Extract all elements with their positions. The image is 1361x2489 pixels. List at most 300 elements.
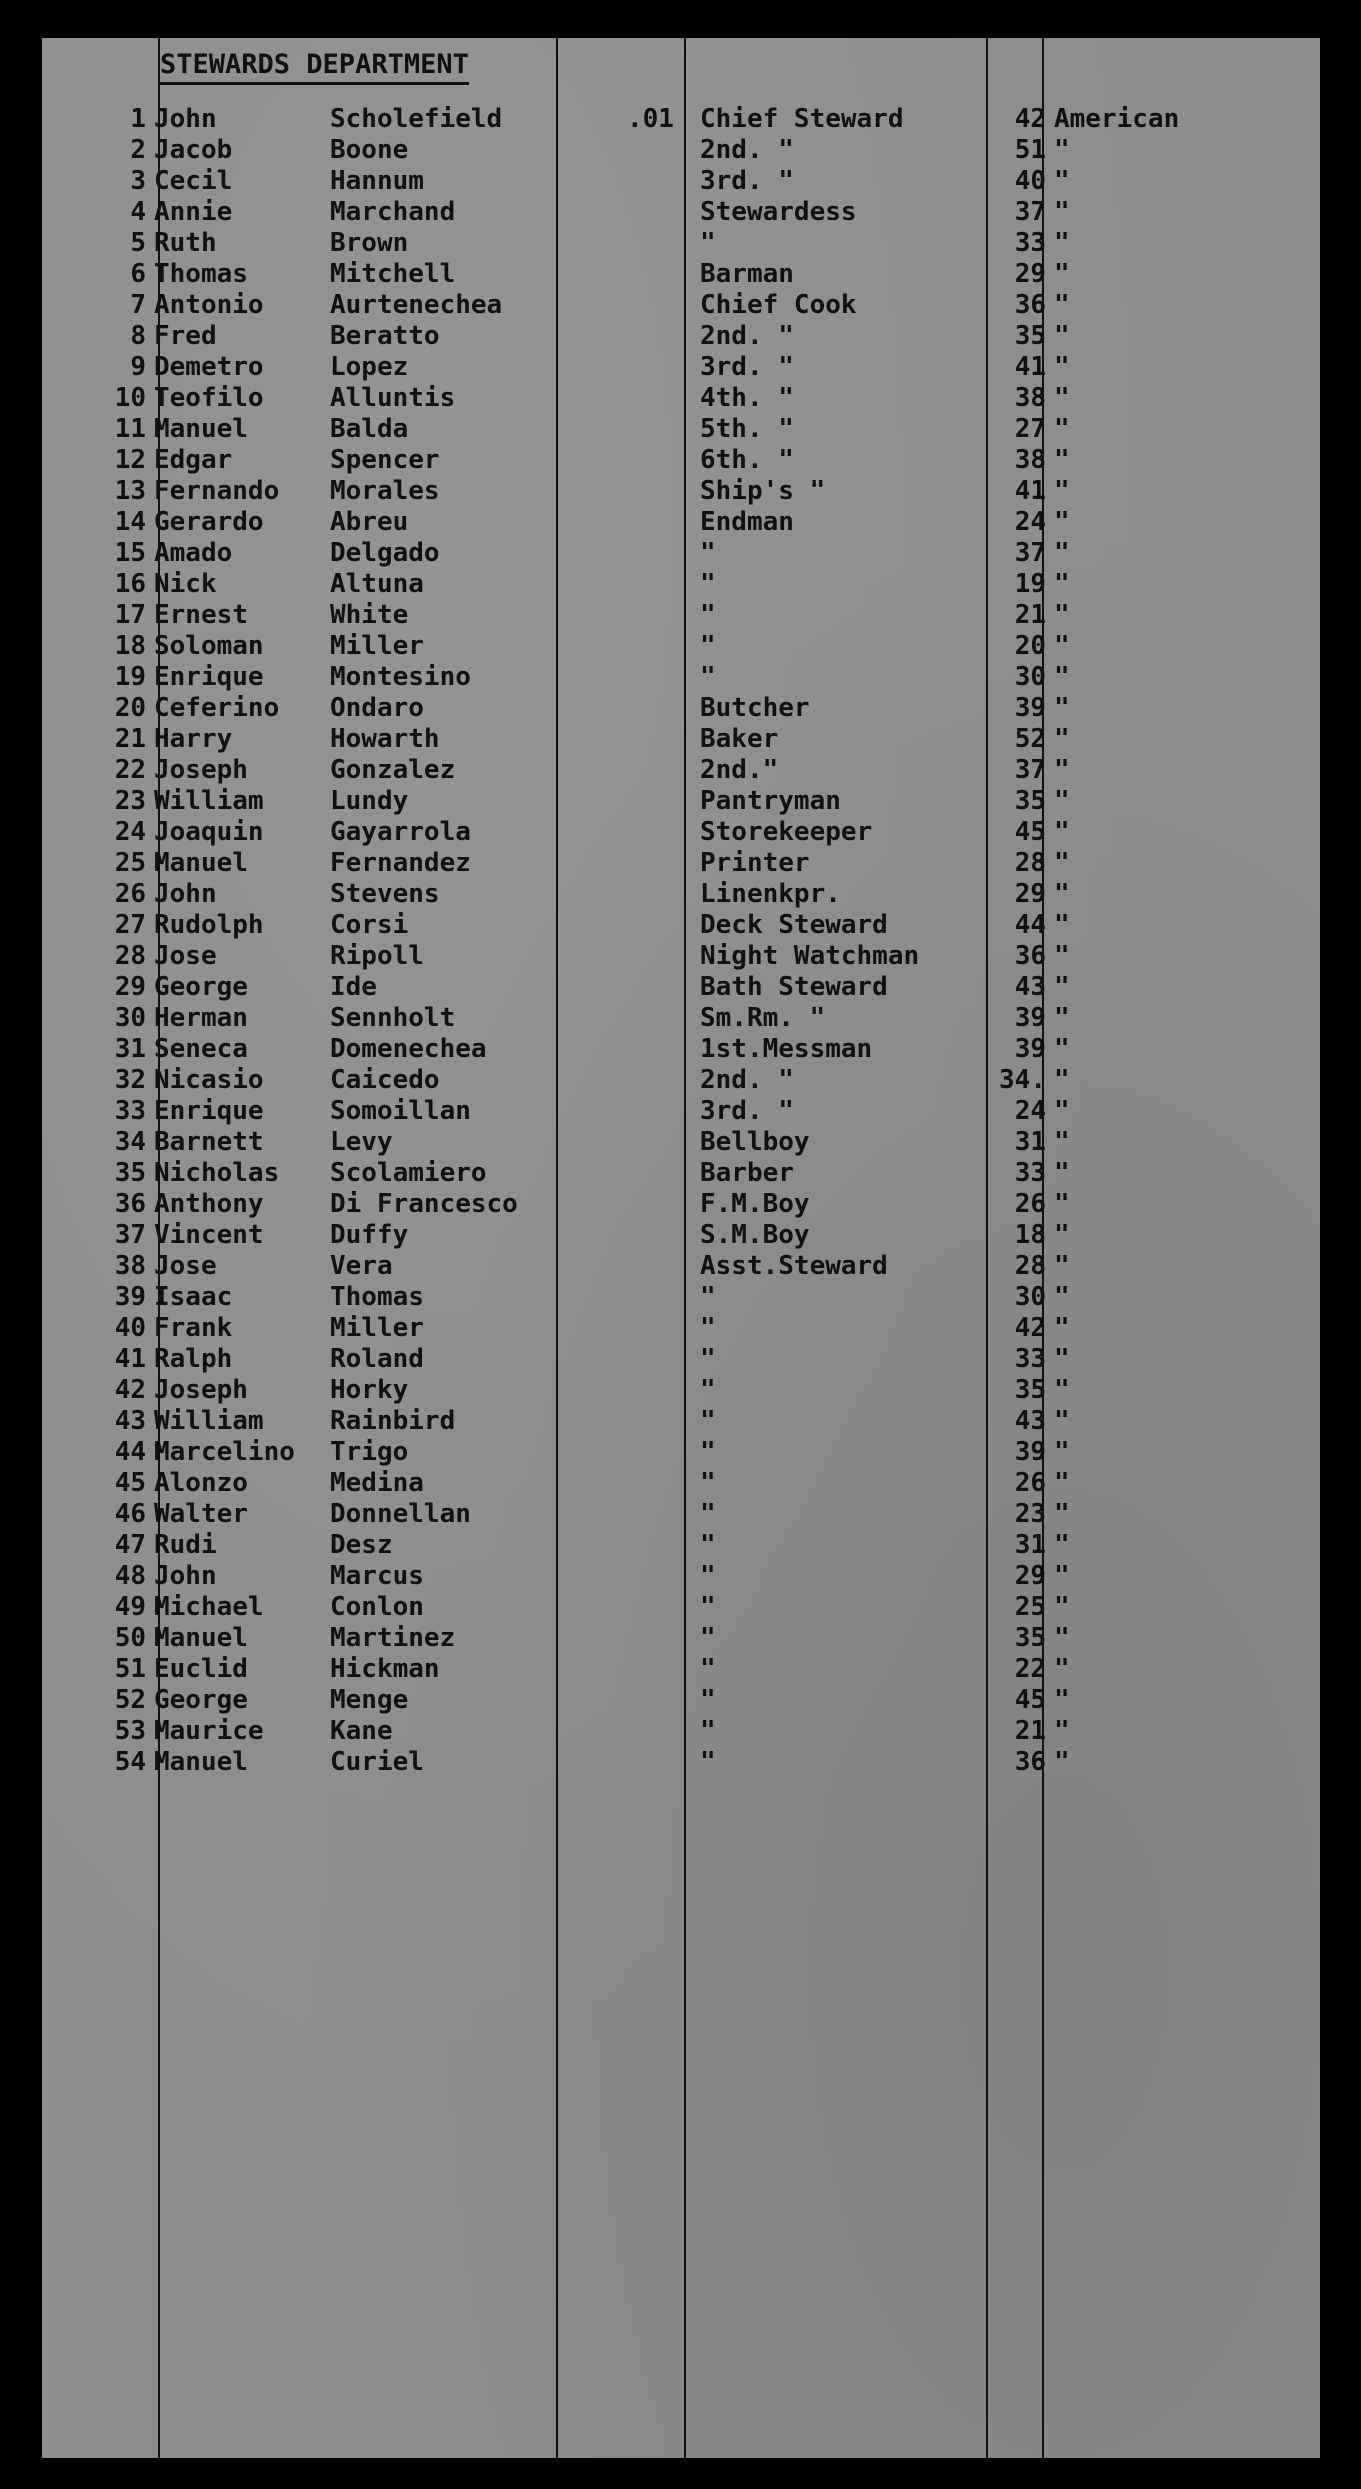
first-name: Harry — [154, 724, 233, 754]
age: 38 — [1014, 383, 1046, 413]
age: 24 — [1014, 507, 1046, 537]
nationality: " — [1054, 414, 1070, 444]
last-name: Beratto — [330, 321, 440, 351]
age: 41 — [1014, 476, 1046, 506]
position: " — [700, 1716, 716, 1746]
last-name: Hannum — [330, 166, 424, 196]
first-name: Manuel — [154, 848, 248, 878]
entry-number: 50 — [114, 1623, 146, 1653]
entry-number: 36 — [114, 1189, 146, 1219]
last-name: Gayarrola — [330, 817, 471, 847]
last-name: Ripoll — [330, 941, 424, 971]
first-name: Nick — [154, 569, 217, 599]
position: Butcher — [700, 693, 810, 723]
position: " — [700, 1747, 716, 1777]
nationality: " — [1054, 817, 1070, 847]
position: Bellboy — [700, 1127, 810, 1157]
age: 35 — [1014, 786, 1046, 816]
last-name: Sennholt — [330, 1003, 456, 1033]
position: 1st.Messman — [700, 1034, 873, 1064]
department-heading: STEWARDS DEPARTMENT — [160, 48, 469, 85]
age: 33 — [1014, 1344, 1046, 1374]
last-name: Morales — [330, 476, 440, 506]
first-name: Rudi — [154, 1530, 217, 1560]
last-name: Montesino — [330, 662, 471, 692]
last-name: Mitchell — [330, 259, 456, 289]
nationality: " — [1054, 1747, 1070, 1777]
entry-number: 43 — [114, 1406, 146, 1436]
position: Baker — [700, 724, 779, 754]
last-name: Menge — [330, 1685, 409, 1715]
first-name: Enrique — [154, 1096, 264, 1126]
last-name: Medina — [330, 1468, 424, 1498]
manifest-sheet — [42, 38, 1320, 2458]
crew-row — [42, 1592, 1320, 1623]
age: 18 — [1014, 1220, 1046, 1250]
last-name: Miller — [330, 1313, 424, 1343]
last-name: Caicedo — [330, 1065, 440, 1095]
first-name: Fernando — [154, 476, 280, 506]
nationality: " — [1054, 1003, 1070, 1033]
first-name: Alonzo — [154, 1468, 248, 1498]
crew-row — [42, 1747, 1320, 1778]
entry-number: 52 — [114, 1685, 146, 1715]
age: 39 — [1014, 1034, 1046, 1064]
nationality: " — [1054, 1499, 1070, 1529]
last-name: Hickman — [330, 1654, 440, 1684]
position: Ship's " — [700, 476, 826, 506]
age: 36 — [1014, 1747, 1046, 1777]
entry-number: 35 — [114, 1158, 146, 1188]
nationality: " — [1054, 1282, 1070, 1312]
age: 37 — [1014, 538, 1046, 568]
nationality: " — [1054, 1716, 1070, 1746]
position: 3rd. " — [700, 352, 794, 382]
nationality: " — [1054, 569, 1070, 599]
crew-row — [42, 569, 1320, 600]
age: 33 — [1014, 1158, 1046, 1188]
position: " — [700, 1282, 716, 1312]
last-name: Balda — [330, 414, 409, 444]
entry-number: 31 — [114, 1034, 146, 1064]
entry-number: 47 — [114, 1530, 146, 1560]
entry-number: 44 — [114, 1437, 146, 1467]
entry-number: 28 — [114, 941, 146, 971]
first-name: Ernest — [154, 600, 248, 630]
age: 51 — [1014, 135, 1046, 165]
nationality: " — [1054, 135, 1070, 165]
age: 33 — [1014, 228, 1046, 258]
position: Night Watchman — [700, 941, 920, 971]
age: 19 — [1014, 569, 1046, 599]
last-name: Horky — [330, 1375, 409, 1405]
nationality: " — [1054, 1530, 1070, 1560]
last-name: Scholefield — [330, 104, 503, 134]
nationality: " — [1054, 1592, 1070, 1622]
last-name: Gonzalez — [330, 755, 456, 785]
entry-number: 19 — [114, 662, 146, 692]
last-name: Boone — [330, 135, 409, 165]
age: 30 — [1014, 1282, 1046, 1312]
position: " — [700, 600, 716, 630]
nationality: " — [1054, 662, 1070, 692]
position: " — [700, 1344, 716, 1374]
crew-row — [42, 1313, 1320, 1344]
first-name: Rudolph — [154, 910, 264, 940]
entry-number: 7 — [130, 290, 146, 320]
first-name: George — [154, 1685, 248, 1715]
first-name: Euclid — [154, 1654, 248, 1684]
nationality: American — [1054, 104, 1180, 134]
first-name: John — [154, 1561, 217, 1591]
crew-row — [42, 1282, 1320, 1313]
crew-row — [42, 1220, 1320, 1251]
last-name: Stevens — [330, 879, 440, 909]
first-name: Frank — [154, 1313, 233, 1343]
age: 24 — [1014, 1096, 1046, 1126]
age: 21 — [1014, 600, 1046, 630]
first-name: Isaac — [154, 1282, 233, 1312]
age: 43 — [1014, 1406, 1046, 1436]
position: Chief Cook — [700, 290, 857, 320]
position: 2nd. " — [700, 321, 794, 351]
last-name: Trigo — [330, 1437, 409, 1467]
position: " — [700, 1561, 716, 1591]
entry-number: 27 — [114, 910, 146, 940]
nationality: " — [1054, 383, 1070, 413]
age: 38 — [1014, 445, 1046, 475]
last-name: Corsi — [330, 910, 409, 940]
entry-number: 21 — [114, 724, 146, 754]
last-name: Brown — [330, 228, 409, 258]
first-name: Joseph — [154, 755, 248, 785]
age: 44 — [1014, 910, 1046, 940]
entry-number: 42 — [114, 1375, 146, 1405]
position: 6th. " — [700, 445, 794, 475]
entry-number: 29 — [114, 972, 146, 1002]
first-name: John — [154, 104, 217, 134]
age: 30 — [1014, 662, 1046, 692]
age: 40 — [1014, 166, 1046, 196]
first-name: Demetro — [154, 352, 264, 382]
position: Sm.Rm. " — [700, 1003, 826, 1033]
nationality: " — [1054, 321, 1070, 351]
age: 39 — [1014, 693, 1046, 723]
nationality: " — [1054, 1468, 1070, 1498]
entry-number: 2 — [130, 135, 146, 165]
entry-number: 3 — [130, 166, 146, 196]
crew-row — [42, 135, 1320, 166]
first-name: Gerardo — [154, 507, 264, 537]
nationality: " — [1054, 197, 1070, 227]
crew-row — [42, 197, 1320, 228]
nationality: " — [1054, 476, 1070, 506]
crew-row — [42, 972, 1320, 1003]
nationality: " — [1054, 1034, 1070, 1064]
crew-row — [42, 1406, 1320, 1437]
position: Linenkpr. — [700, 879, 841, 909]
nationality: " — [1054, 1437, 1070, 1467]
first-name: Enrique — [154, 662, 264, 692]
age: 36 — [1014, 290, 1046, 320]
age: 52 — [1014, 724, 1046, 754]
position: " — [700, 662, 716, 692]
position: " — [700, 1375, 716, 1405]
crew-row — [42, 910, 1320, 941]
crew-row — [42, 755, 1320, 786]
last-name: Lundy — [330, 786, 409, 816]
last-name: Aurtenechea — [330, 290, 503, 320]
crew-row — [42, 1437, 1320, 1468]
position: Chief Steward — [700, 104, 904, 134]
position: Bath Steward — [700, 972, 888, 1002]
age: 37 — [1014, 197, 1046, 227]
first-name: Soloman — [154, 631, 264, 661]
first-name: Manuel — [154, 414, 248, 444]
crew-row — [42, 476, 1320, 507]
entry-number: 8 — [130, 321, 146, 351]
crew-row — [42, 538, 1320, 569]
first-name: Antonio — [154, 290, 264, 320]
last-name: Lopez — [330, 352, 409, 382]
entry-number: 15 — [114, 538, 146, 568]
crew-row — [42, 817, 1320, 848]
nationality: " — [1054, 445, 1070, 475]
nationality: " — [1054, 631, 1070, 661]
nationality: " — [1054, 693, 1070, 723]
entry-number: 20 — [114, 693, 146, 723]
last-name: Delgado — [330, 538, 440, 568]
position: " — [700, 228, 716, 258]
entry-number: 13 — [114, 476, 146, 506]
crew-row — [42, 1344, 1320, 1375]
last-name: Alluntis — [330, 383, 456, 413]
crew-row — [42, 786, 1320, 817]
last-name: Rainbird — [330, 1406, 456, 1436]
position: 2nd. " — [700, 1065, 794, 1095]
position: " — [700, 1468, 716, 1498]
age: 31 — [1014, 1530, 1046, 1560]
age: 35 — [1014, 1375, 1046, 1405]
last-name: Altuna — [330, 569, 424, 599]
last-name: Thomas — [330, 1282, 424, 1312]
position: Storekeeper — [700, 817, 873, 847]
last-name: Somoillan — [330, 1096, 471, 1126]
entry-number: 5 — [130, 228, 146, 258]
crew-row — [42, 1685, 1320, 1716]
crew-row — [42, 1468, 1320, 1499]
entry-number: 12 — [114, 445, 146, 475]
entry-number: 17 — [114, 600, 146, 630]
nationality: " — [1054, 290, 1070, 320]
crew-row — [42, 1654, 1320, 1685]
nationality: " — [1054, 259, 1070, 289]
position: Barber — [700, 1158, 794, 1188]
position: 5th. " — [700, 414, 794, 444]
last-name: Kane — [330, 1716, 393, 1746]
nationality: " — [1054, 352, 1070, 382]
first-name: William — [154, 786, 264, 816]
age: 27 — [1014, 414, 1046, 444]
position: " — [700, 1406, 716, 1436]
entry-number: 54 — [114, 1747, 146, 1777]
crew-row — [42, 1561, 1320, 1592]
crew-row — [42, 1375, 1320, 1406]
nationality: " — [1054, 1561, 1070, 1591]
entry-number: 49 — [114, 1592, 146, 1622]
last-name: Roland — [330, 1344, 424, 1374]
crew-row — [42, 290, 1320, 321]
entry-number: 33 — [114, 1096, 146, 1126]
first-name: Cecil — [154, 166, 233, 196]
nationality: " — [1054, 600, 1070, 630]
first-name: Jose — [154, 941, 217, 971]
entry-number: 51 — [114, 1654, 146, 1684]
first-name: Herman — [154, 1003, 248, 1033]
first-name: Anthony — [154, 1189, 264, 1219]
age: 45 — [1014, 1685, 1046, 1715]
last-name: Levy — [330, 1127, 393, 1157]
age: 29 — [1014, 1561, 1046, 1591]
first-name: Edgar — [154, 445, 233, 475]
age: 26 — [1014, 1189, 1046, 1219]
nationality: " — [1054, 1406, 1070, 1436]
serial-mark: .01 — [627, 104, 674, 134]
nationality: " — [1054, 972, 1070, 1002]
first-name: Nicholas — [154, 1158, 280, 1188]
age: 22 — [1014, 1654, 1046, 1684]
first-name: Seneca — [154, 1034, 248, 1064]
position: 4th. " — [700, 383, 794, 413]
position: Stewardess — [700, 197, 857, 227]
entry-number: 22 — [114, 755, 146, 785]
entry-number: 40 — [114, 1313, 146, 1343]
crew-row — [42, 1189, 1320, 1220]
first-name: Amado — [154, 538, 233, 568]
entry-number: 38 — [114, 1251, 146, 1281]
entry-number: 30 — [114, 1003, 146, 1033]
age: 23 — [1014, 1499, 1046, 1529]
crew-row — [42, 445, 1320, 476]
position: Endman — [700, 507, 794, 537]
first-name: Manuel — [154, 1623, 248, 1653]
entry-number: 10 — [114, 383, 146, 413]
position: " — [700, 1499, 716, 1529]
crew-row — [42, 1158, 1320, 1189]
age: 41 — [1014, 352, 1046, 382]
crew-row — [42, 724, 1320, 755]
nationality: " — [1054, 538, 1070, 568]
first-name: Joseph — [154, 1375, 248, 1405]
entry-number: 32 — [114, 1065, 146, 1095]
crew-row — [42, 1499, 1320, 1530]
age: 37 — [1014, 755, 1046, 785]
age: 31 — [1014, 1127, 1046, 1157]
crew-row — [42, 662, 1320, 693]
entry-number: 1 — [130, 104, 146, 134]
nationality: " — [1054, 1654, 1070, 1684]
crew-row — [42, 1251, 1320, 1282]
position: S.M.Boy — [700, 1220, 810, 1250]
first-name: Jacob — [154, 135, 233, 165]
position: F.M.Boy — [700, 1189, 810, 1219]
age: 35 — [1014, 1623, 1046, 1653]
entry-number: 45 — [114, 1468, 146, 1498]
nationality: " — [1054, 910, 1070, 940]
position: " — [700, 1437, 716, 1467]
first-name: Barnett — [154, 1127, 264, 1157]
age: 42 — [1014, 104, 1046, 134]
age: 35 — [1014, 321, 1046, 351]
last-name: Domenechea — [330, 1034, 487, 1064]
position: " — [700, 1313, 716, 1343]
last-name: Martinez — [330, 1623, 456, 1653]
age: 29 — [1014, 259, 1046, 289]
entry-number: 34 — [114, 1127, 146, 1157]
first-name: Vincent — [154, 1220, 264, 1250]
crew-row — [42, 1034, 1320, 1065]
first-name: Ceferino — [154, 693, 280, 723]
last-name: Marchand — [330, 197, 456, 227]
entry-number: 39 — [114, 1282, 146, 1312]
last-name: White — [330, 600, 409, 630]
position: " — [700, 1685, 716, 1715]
first-name: Michael — [154, 1592, 264, 1622]
age: 39 — [1014, 1437, 1046, 1467]
first-name: Nicasio — [154, 1065, 264, 1095]
first-name: Maurice — [154, 1716, 264, 1746]
last-name: Vera — [330, 1251, 393, 1281]
crew-row — [42, 259, 1320, 290]
position: " — [700, 631, 716, 661]
age: 28 — [1014, 848, 1046, 878]
entry-number: 4 — [130, 197, 146, 227]
last-name: Marcus — [330, 1561, 424, 1591]
first-name: John — [154, 879, 217, 909]
crew-row — [42, 631, 1320, 662]
position: " — [700, 1530, 716, 1560]
position: Asst.Steward — [700, 1251, 888, 1281]
crew-row — [42, 1716, 1320, 1747]
nationality: " — [1054, 724, 1070, 754]
crew-row — [42, 1003, 1320, 1034]
age: 25 — [1014, 1592, 1046, 1622]
last-name: Curiel — [330, 1747, 424, 1777]
crew-row — [42, 1065, 1320, 1096]
crew-row — [42, 693, 1320, 724]
position: 2nd. " — [700, 135, 794, 165]
crew-row — [42, 321, 1320, 352]
first-name: Fred — [154, 321, 217, 351]
nationality: " — [1054, 786, 1070, 816]
last-name: Fernandez — [330, 848, 471, 878]
last-name: Conlon — [330, 1592, 424, 1622]
entry-number: 11 — [114, 414, 146, 444]
first-name: Thomas — [154, 259, 248, 289]
first-name: Teofilo — [154, 383, 264, 413]
first-name: Jose — [154, 1251, 217, 1281]
position: " — [700, 1592, 716, 1622]
nationality: " — [1054, 879, 1070, 909]
crew-row — [42, 166, 1320, 197]
last-name: Miller — [330, 631, 424, 661]
crew-row — [42, 1530, 1320, 1561]
position: " — [700, 1623, 716, 1653]
crew-row — [42, 1127, 1320, 1158]
last-name: Howarth — [330, 724, 440, 754]
age: 43 — [1014, 972, 1046, 1002]
position: " — [700, 569, 716, 599]
